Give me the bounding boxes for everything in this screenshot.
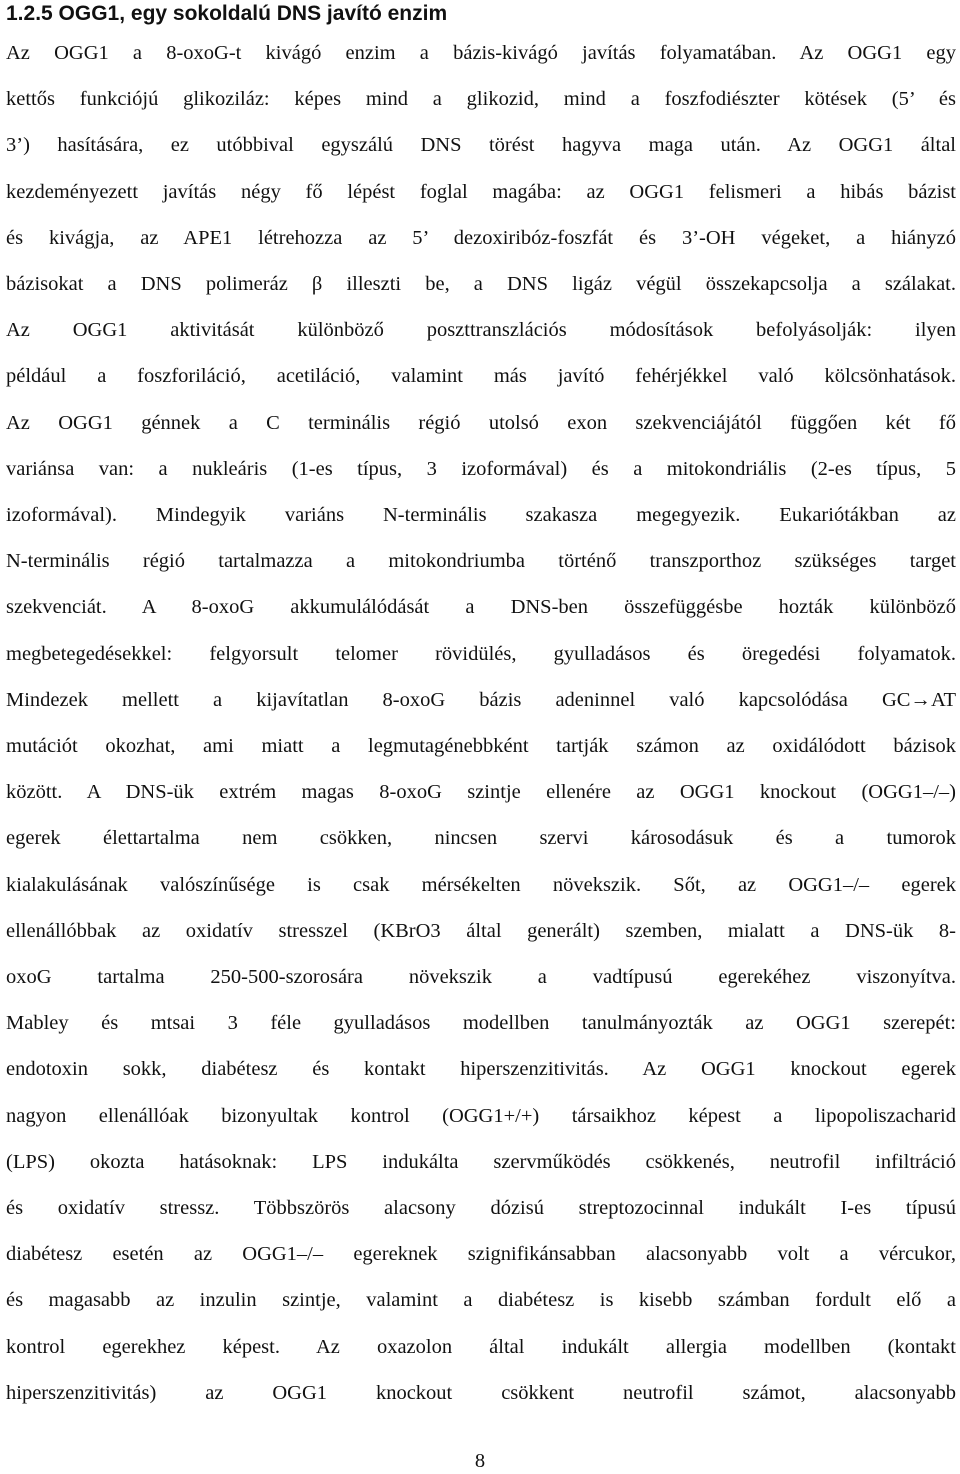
text-line: nagyon ellenállóak bizonyultak kontrol (OGG1+/+) társaikhoz képest a lipopoliszacharid <box>6 1104 956 1127</box>
text-line: N-terminális régió tartalmazza a mitokondriumba történő transzporthoz szükséges target <box>6 550 956 573</box>
page-number: 8 <box>474 1450 486 1472</box>
text-line: oxoG tartalma 250-500-szorosára növekszik a vadtípusú egerekéhez viszonyítva. <box>6 966 956 988</box>
text-line: Az OGG1 a 8-oxoG-t kivágó enzim a bázis-kivágó javítás folyamatában. Az OGG1 egy <box>6 42 956 64</box>
text-line: és kivágja, az APE1 létrehozza az 5’ dezoxiribóz-foszfát és 3’-OH végeket, a hiányzó <box>6 226 956 249</box>
text-line: endotoxin sokk, diabétesz és kontakt hiperszenzitivitás. Az OGG1 knockout egerek <box>6 1058 956 1081</box>
text-line: Az OGG1 génnek a C terminális régió utolsó exon szekvenciájától függően két fő <box>6 411 956 434</box>
text-line: bázisokat a DNS polimeráz β illeszti be, a DNS ligáz végül összekapcsolja a szálakat. <box>6 273 956 295</box>
text-line: kezdeményezett javítás négy fő lépést foglal magába: az OGG1 felismeri a hibás bázist <box>6 180 956 203</box>
text-line: kettős funkciójú glikoziláz: képes mind a glikozid, mind a foszfodiészter kötések (5’ és <box>6 88 956 111</box>
text-line: Az OGG1 aktivitását különböző poszttranszlációs módosítások befolyásolják: ilyen <box>6 319 956 342</box>
text-line: Mindezek mellett a kijavítatlan 8-oxoG bázis adeninnel való kapcsolódása GC→AT <box>6 688 956 711</box>
text-line: kialakulásának valószínűsége is csak mérsékelten növekszik. Sőt, az OGG1–/– egerek <box>6 873 956 896</box>
text-line: ellenállóbbak az oxidatív stresszel (KBrO3 által generált) szemben, mialatt a DNS-ük 8- <box>6 919 956 942</box>
text-line: és oxidatív stressz. Többszörös alacsony dózisú streptozocinnal indukált I-es típusú <box>6 1197 956 1219</box>
text-line: Mabley és mtsai 3 féle gyulladásos modellben tanulmányozták az OGG1 szerepét: <box>6 1012 956 1035</box>
text-line: hiperszenzitivitás) az OGG1 knockout csökkent neutrofil számot, alacsonyabb <box>6 1381 956 1404</box>
text-line: például a foszforiláció, acetiláció, valamint más javító fehérjékkel való kölcsönhatások. <box>6 365 956 388</box>
text-line: között. A DNS-ük extrém magas 8-oxoG szintje ellenére az OGG1 knockout (OGG1–/–) <box>6 781 956 804</box>
text-line: és magasabb az inzulin szintje, valamint a diabétesz is kisebb számban fordult elő a <box>6 1289 956 1312</box>
text-line: szekvenciát. A 8-oxoG akkumulálódását a DNS-ben összefüggésbe hozták különböző <box>6 596 956 619</box>
text-line: variánsa van: a nukleáris (1-es típus, 3 izoformával) és a mitokondriális (2-es típus, 5 <box>6 457 956 480</box>
text-line: diabétesz esetén az OGG1–/– egereknek szignifikánsabban alacsonyabb volt a vércukor, <box>6 1243 956 1266</box>
text-line: 3’) hasítására, ez utóbbival egyszálú DNS törést hagyva maga után. Az OGG1 által <box>6 134 956 157</box>
section-heading: 1.2.5 OGG1, egy sokoldalú DNS javító enzim <box>6 2 448 25</box>
text-line: (LPS) okozta hatásoknak: LPS indukálta szervműködés csökkenés, neutrofil infiltráció <box>6 1150 956 1173</box>
text-line: mutációt okozhat, ami miatt a legmutagénebbként tartják számon az oxidálódott bázisok <box>6 735 956 757</box>
text-line: megbetegedésekkel: felgyorsult telomer rövidülés, gyulladásos és öregedési folyamatok. <box>6 642 956 665</box>
text-line: izoformával). Mindegyik variáns N-terminális szakasza megegyezik. Eukariótákban az <box>6 504 956 526</box>
text-line: egerek élettartalma nem csökken, nincsen szervi károsodásuk és a tumorok <box>6 827 956 850</box>
text-line: kontrol egerekhez képest. Az oxazolon által indukált allergia modellben (kontakt <box>6 1335 956 1358</box>
